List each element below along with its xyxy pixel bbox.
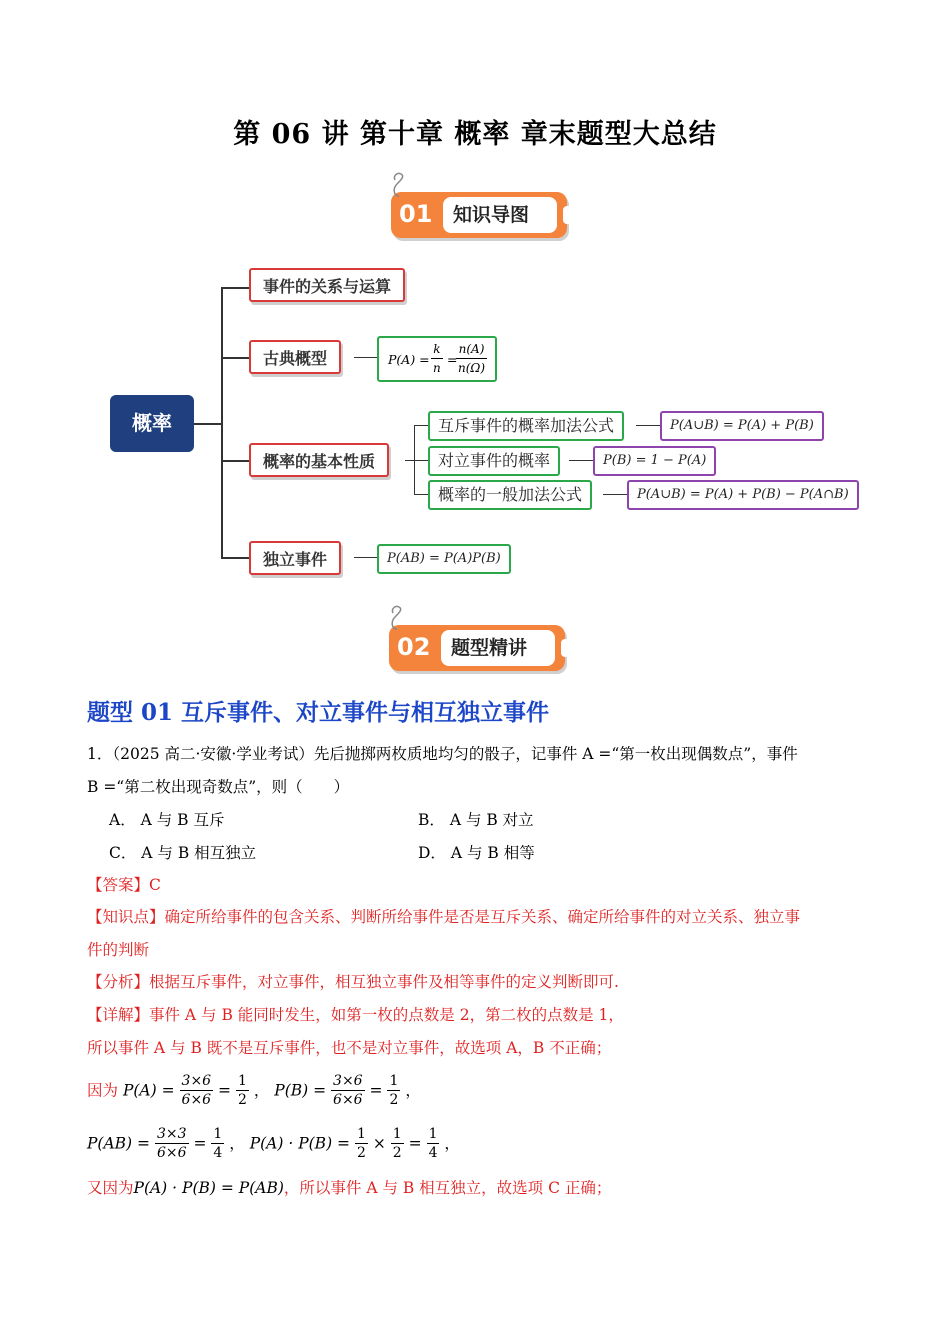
fraction-quarter: $\frac{1}{4}$ — [213, 1126, 223, 1161]
badge-number: 01 — [399, 200, 433, 228]
sub-mutually-exclusive-addition: 互斥事件的概率加法公式 — [428, 411, 624, 441]
paperclip-icon — [389, 172, 409, 198]
badge-number: 02 — [397, 633, 431, 661]
branch-classical-probability: 古典概型 — [249, 340, 341, 374]
detail-line1: 【详解】事件 A 与 B 能同时发生，如第一枚的点数是 2，第二枚的点数是 1， — [87, 1006, 624, 1024]
paperclip-icon — [387, 605, 407, 631]
detail-line2: 所以事件 A 与 B 既不是互斥事件，也不是对立事件，故选项 A，B 不正确； — [87, 1039, 612, 1057]
page-title: 第 06 讲 第十章 概率 章末题型大总结 — [233, 119, 717, 150]
option-d: D． A 与 B 相等 — [418, 844, 535, 862]
knowledge-line2: 件的判断 — [87, 941, 150, 959]
formula-mutually-exclusive: P(A∪B) = P(A) + P(B) — [660, 411, 824, 441]
classical-formula-box: P(A) = $\frac{k}{n}$ = $\frac{n(A)}{n(\Omega)}$ — [377, 336, 497, 382]
fraction-nA-over-nOmega: $\frac{n(A)}{n(\Omega)}$ — [458, 342, 486, 375]
question-stem-line2: B =“第二枚出现奇数点”，则（ ） — [87, 778, 350, 796]
sub-general-addition: 概率的一般加法公式 — [428, 480, 592, 510]
fraction-k-over-n: $\frac{k}{n}$ — [433, 342, 441, 375]
section-badge-problems — [389, 625, 565, 671]
badge-label: 题型精讲 — [441, 630, 555, 666]
option-c: C． A 与 B 相互独立 — [109, 844, 257, 862]
section-heading: 题型 01 互斥事件、对立事件与相互独立事件 — [87, 699, 550, 726]
branch-event-relations: 事件的关系与运算 — [249, 268, 405, 302]
fraction-quarter: $\frac{1}{4}$ — [428, 1126, 438, 1161]
option-b: B． A 与 B 对立 — [418, 811, 534, 829]
branch-independent-events: 独立事件 — [249, 541, 341, 575]
section-badge-mindmap — [391, 192, 567, 238]
mindmap-root: 概率 — [110, 395, 194, 452]
equation-row-2: P(AB) = $\frac{3\times 3}{6\times 6}$ = $\frac{1}{4}$ ， P(A) · P(B) = $\frac{1}{2}$ × $\frac{1}{2}$ = $\frac{1}{4}$ ， — [87, 1126, 460, 1161]
fraction-half: $\frac{1}{2}$ — [237, 1073, 247, 1108]
answer-line: 【答案】C — [87, 876, 161, 894]
formula-general-addition: P(A∪B) = P(A) + P(B) − P(A∩B) — [627, 480, 859, 510]
sub-complementary-probability: 对立事件的概率 — [428, 446, 560, 476]
fraction-half: $\frac{1}{2}$ — [356, 1126, 366, 1161]
final-conclusion-line: 又因为P(A) · P(B) = P(AB)，所以事件 A 与 B 相互独立，故选项 C 正确； — [87, 1179, 612, 1197]
question-stem-line1: 1．（2025 高二·安徽·学业考试）先后抛掷两枚质地均匀的骰子，记事件 A =“第一枚出现偶数点”，事件 — [87, 745, 798, 763]
fraction-half: $\frac{1}{2}$ — [392, 1126, 402, 1161]
fraction-half: $\frac{1}{2}$ — [389, 1073, 399, 1108]
analysis-line: 【分析】根据互斥事件，对立事件，相互独立事件及相等事件的定义判断即可. — [87, 973, 619, 991]
equation-row-1: 因为 P(A) = $\frac{3\times 6}{6\times 6}$ = $\frac{1}{2}$ ， P(B) = $\frac{3\times 6}{6\times 6}$ = $\frac{1}{2}$ ， — [87, 1073, 421, 1108]
branch-basic-properties: 概率的基本性质 — [249, 443, 389, 477]
formula-independence: P(AB) = P(A)P(B) — [377, 544, 511, 574]
knowledge-line1: 【知识点】确定所给事件的包含关系、判断所给事件是否是互斥关系、确定所给事件的对立关系、独立事 — [87, 908, 801, 926]
badge-label: 知识导图 — [443, 197, 557, 233]
option-a: A． A 与 B 互斥 — [109, 811, 225, 829]
fraction-pb: $\frac{3\times 6}{6\times 6}$ — [333, 1073, 363, 1108]
formula-complement: P(B) = 1 − P(A) — [593, 446, 716, 476]
fraction-pa: $\frac{3\times 6}{6\times 6}$ — [181, 1073, 212, 1108]
fraction-pab: $\frac{3\times 3}{6\times 6}$ — [156, 1126, 187, 1161]
